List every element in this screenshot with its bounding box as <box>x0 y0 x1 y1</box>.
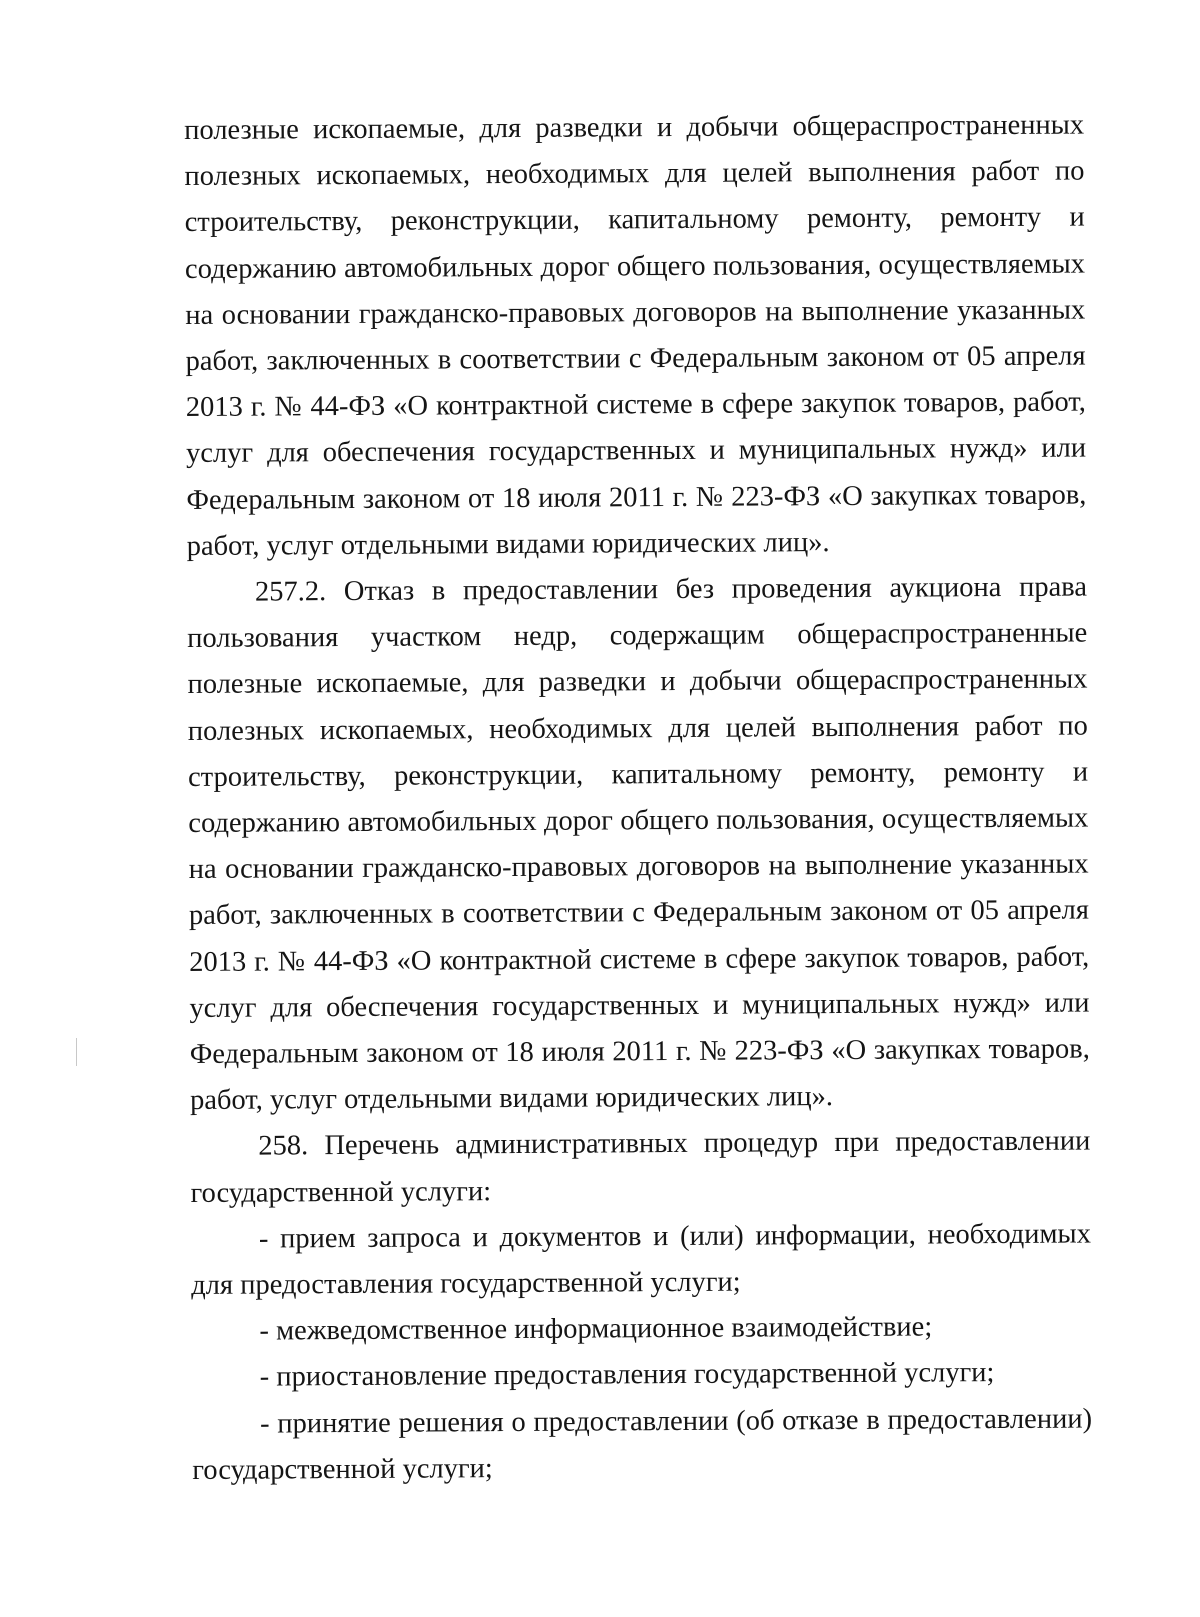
list-item-suspension: - приостановление предоставления государственной услуги; <box>259 1357 995 1394</box>
scan-margin-mark <box>76 1038 77 1066</box>
paragraph-258: 258. Перечень административных процедур при предоставлении государственной услуги: <box>190 1125 1091 1209</box>
list-item-interagency: - межведомственное информационное взаимодействие; <box>259 1311 933 1347</box>
paragraph-continuation: полезные ископаемые, для разведки и добычи общераспространенных полезных ископаемых, необходимых для целей выполнения работ по строительству, реконструкции, капитальному ремонту, ремонту и содержанию автомобильных дорог общего пользования, осуществляемых на основании гражданско-правовых договоров на выполнение указанных работ, заключенных в соответствии с Федеральным законом от 05 апреля 2013 г. № 44-ФЗ «О контрактной системе в сфере закупок товаров, работ, услуг для обеспечения государственных и муниципальных нужд» или Федеральным законом от 18 июля 2011 г. № 223-ФЗ «О закупках товаров, работ, услуг отдельными видами юридических лиц». <box>184 109 1087 562</box>
document-text <box>184 103 1092 1495</box>
list-item-decision: - принятие решения о предоставлении (об отказе в предоставлении) государственной услуги; <box>192 1403 1093 1486</box>
list-item-intake: - прием запроса и документов и (или) информации, необходимых для предоставления государственной услуги; <box>191 1218 1091 1302</box>
paragraph-257-2: 257.2. Отказ в предоставлении без проведения аукциона права пользования участком недр, содержащим общераспространенные полезные ископаемые, для разведки и добычи общераспространенных полезных ископаемых, необходимых для целей выполнения работ по строительству, реконструкции, капитальному ремонту, ремонту и содержанию автомобильных дорог общего пользования, осуществляемых на основании гражданско-правовых договоров на выполнение указанных работ, заключенных в соответствии с Федеральным законом от 05 апреля 2013 г. № 44-ФЗ «О контрактной системе в сфере закупок товаров, работ, услуг для обеспечения государственных и муниципальных нужд» или Федеральным законом от 18 июля 2011 г. № 223-ФЗ «О закупках товаров, работ, услуг отдельными видами юридических лиц». <box>187 571 1090 1117</box>
